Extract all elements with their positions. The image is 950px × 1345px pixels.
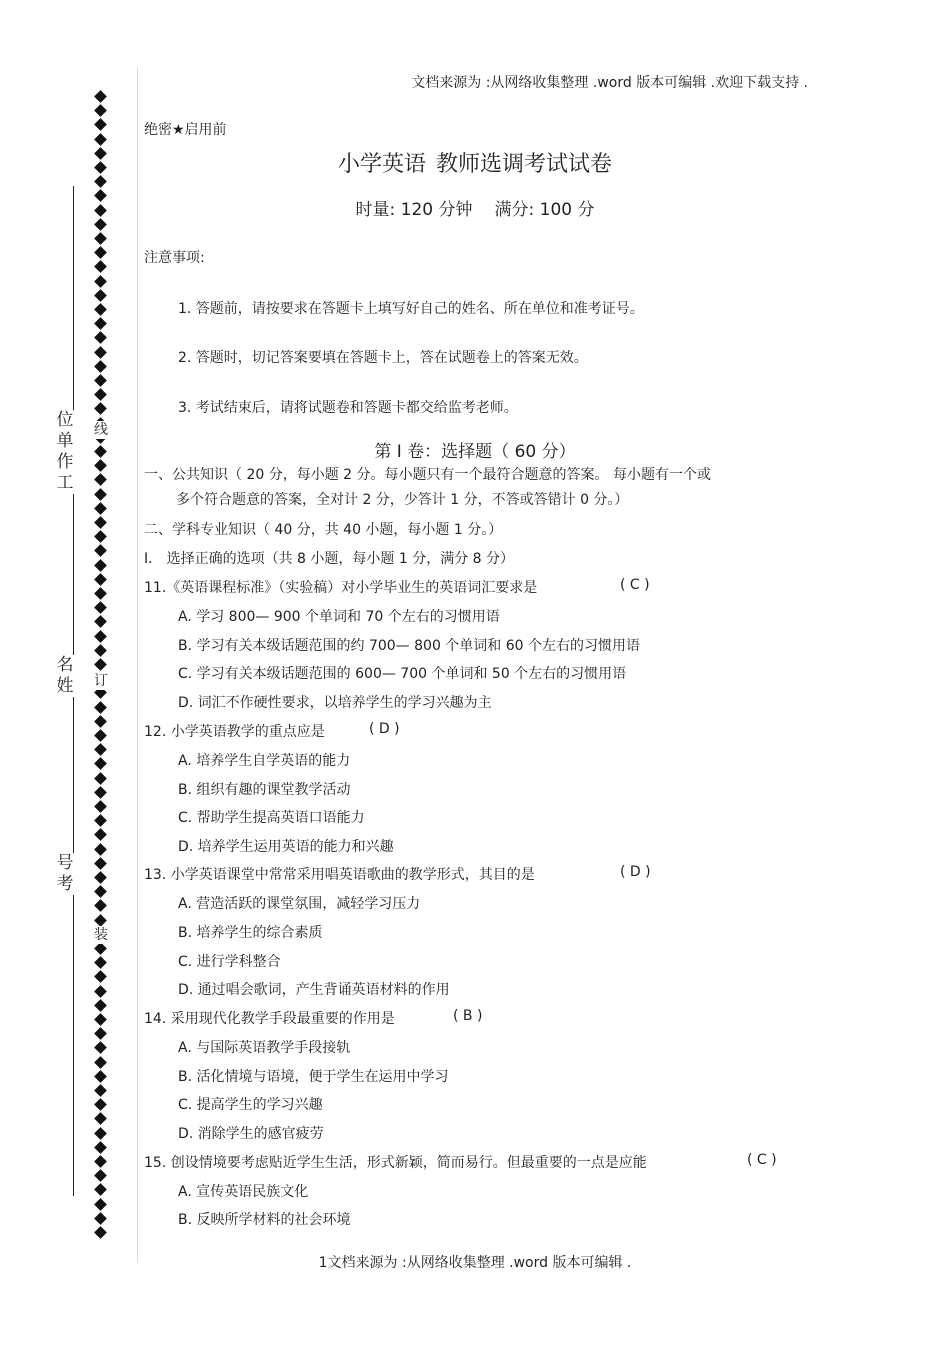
footer-source-note: 1文档来源为 :从网络收集整理 .word 版本可编辑 .: [318, 1255, 632, 1271]
binding-diamond: [94, 1169, 107, 1182]
note-item: 1. 答题前，请按要求在答题卡上填写好自己的姓名、所在单位和准考证号。: [178, 301, 644, 317]
notes-heading: 注意事项:: [144, 250, 205, 266]
binding-diamond: [94, 516, 107, 529]
binding-diamond: [94, 1155, 107, 1168]
page-title: [0, 147, 950, 178]
binding-diamond: [94, 218, 107, 231]
binding-diamond: [94, 388, 107, 401]
option-item: B. 学习有关本级话题范围的约 700— 800 个单词和 60 个左右的习惯用语: [178, 638, 641, 654]
label-exam-number: 号考: [56, 853, 74, 894]
binding-diamond: [94, 772, 107, 785]
option-item: D. 词汇不作硬性要求，以培养学生的学习兴趣为主: [178, 695, 492, 711]
section-title: 第 I 卷：选择题（ 60 分）: [374, 442, 576, 462]
binding-diamond: [94, 630, 107, 643]
binding-diamond: [94, 544, 107, 557]
question-answer: ( B ): [453, 1008, 483, 1024]
header-source-note: 文档来源为 :从网络收集整理 .word 版本可编辑 .欢迎下载支持 .: [411, 75, 808, 91]
binding-diamond: [94, 743, 107, 756]
binding-diamond: [94, 530, 107, 543]
title-sub: 教师选调考试试卷: [436, 152, 613, 177]
binding-diamond: [94, 601, 107, 614]
question-stem: 14. 采用现代化教学手段最重要的作用是: [144, 1011, 395, 1027]
option-item: C. 进行学科整合: [178, 954, 281, 970]
option-item: C. 帮助学生提高英语口语能力: [178, 810, 365, 826]
time-label: 时量: 120 分钟: [355, 200, 473, 220]
question-stem: 13. 小学英语课堂中常常采用唱英语歌曲的教学形式，其目的是: [144, 867, 535, 883]
binding-diamond: [94, 1070, 107, 1083]
binding-diamond: [94, 104, 107, 117]
binding-diamond: [94, 133, 107, 146]
binding-diamond: [94, 346, 107, 359]
option-item: B. 反映所学材料的社会环境: [178, 1212, 351, 1228]
binding-diamond: [94, 1013, 107, 1026]
option-item: A. 培养学生自学英语的能力: [178, 753, 351, 769]
binding-diamond: [94, 843, 107, 856]
binding-diamond: [94, 573, 107, 586]
binding-diamond: [94, 1127, 107, 1140]
binding-diamond: [94, 885, 107, 898]
option-item: D. 通过唱会歌词，产生背诵英语材料的作用: [178, 982, 450, 998]
option-item: B. 组织有趣的课堂教学活动: [178, 782, 351, 798]
option-item: B. 活化情境与语境，便于学生在运用中学习: [178, 1069, 449, 1085]
binding-diamond: [94, 331, 107, 344]
binding-diamond: [94, 644, 107, 657]
binding-diamond: [94, 786, 107, 799]
option-item: A. 宣传英语民族文化: [178, 1184, 309, 1200]
binding-diamond: [94, 1141, 107, 1154]
binding-diamond: [94, 275, 107, 288]
title-main: 小学英语: [337, 152, 426, 177]
part2-instruction: 二、学科专业知识（ 40 分，共 40 小题，每小题 1 分。）: [144, 522, 503, 538]
option-item: D. 培养学生运用英语的能力和兴趣: [178, 839, 394, 855]
binding-diamond: [94, 985, 107, 998]
part3-instruction: Ⅰ． 选择正确的选项（共 8 小题，每小题 1 分，满分 8 分）: [144, 551, 515, 567]
binding-diamond: [94, 1226, 107, 1239]
binding-diamond: [94, 289, 107, 302]
label-name: 名姓: [56, 655, 74, 696]
binding-char-zhuang: 装: [94, 927, 108, 943]
binding-diamond: [94, 118, 107, 131]
binding-diamond: [94, 360, 107, 373]
part1-instruction-cont: 多个符合题意的答案，全对计 2 分，少答计 1 分，不答或答错计 0 分。）: [176, 492, 629, 508]
option-item: A. 与国际英语教学手段接轨: [178, 1040, 351, 1056]
question-answer: ( C ): [620, 577, 650, 593]
confidential-label: 绝密★启用前: [144, 122, 227, 138]
binding-diamond: [94, 1098, 107, 1111]
option-item: D. 消除学生的感官疲劳: [178, 1126, 324, 1142]
option-item: A. 学习 800— 900 个单词和 70 个左右的习惯用语: [178, 609, 500, 625]
time-score-line: [0, 195, 950, 220]
binding-diamond: [94, 757, 107, 770]
binding-diamond: [94, 1183, 107, 1196]
binding-char-ding: 订: [94, 673, 108, 689]
binding-diamond: [94, 857, 107, 870]
question-answer: ( D ): [369, 721, 400, 737]
binding-diamond: [94, 1084, 107, 1097]
binding-diamond: [94, 715, 107, 728]
binding-diamond: [94, 246, 107, 259]
question-answer: ( C ): [747, 1152, 777, 1168]
part1-instruction: 一、公共知识（ 20 分，每小题 2 分。每小题只有一个最符合题意的答案。 每小题有一个或: [144, 467, 711, 483]
binding-diamond: [94, 956, 107, 969]
binding-diamond: [94, 999, 107, 1012]
binding-diamond: [94, 1056, 107, 1069]
binding-diamond: [94, 871, 107, 884]
binding-diamond: [94, 1041, 107, 1054]
binding-diamond: [94, 1112, 107, 1125]
question-stem: 15. 创设情境要考虑贴近学生生活，形式新颖，简而易行。但最重要的一点是应能: [144, 1155, 647, 1171]
binding-diamond: [94, 488, 107, 501]
binding-diamond: [94, 317, 107, 330]
binding-diamond: [94, 559, 107, 572]
binding-diamond: [94, 1198, 107, 1211]
margin-rule: [137, 68, 138, 1263]
note-item: 3. 考试结束后，请将试题卷和答题卡都交给监考老师。: [178, 400, 518, 416]
question-answer: ( D ): [620, 864, 651, 880]
option-item: A. 营造活跃的课堂氛围，减轻学习压力: [178, 896, 421, 912]
note-item: 2. 答题时，切记答案要填在答题卡上，答在试题卷上的答案无效。: [178, 350, 588, 366]
question-stem: 12. 小学英语教学的重点应是: [144, 724, 325, 740]
label-work-unit: 位单作工: [56, 410, 74, 493]
binding-diamond: [94, 374, 107, 387]
binding-diamond: [94, 1212, 107, 1225]
binding-diamond: [94, 473, 107, 486]
binding-diamond: [94, 729, 107, 742]
binding-diamond: [94, 303, 107, 316]
binding-diamond: [94, 970, 107, 983]
binding-diamond: [94, 658, 107, 671]
option-item: B. 培养学生的综合素质: [178, 925, 323, 941]
binding-diamond: [94, 260, 107, 273]
score-label: 满分: 100 分: [494, 200, 595, 220]
binding-diamond: [94, 232, 107, 245]
binding-char-xian: 线: [94, 422, 108, 438]
binding-diamond: [94, 402, 107, 415]
binding-diamond: [94, 701, 107, 714]
binding-diamond: [94, 800, 107, 813]
binding-diamond: [94, 914, 107, 927]
question-stem: 11.《英语课程标准》（实验稿）对小学毕业生的英语词汇要求是: [144, 580, 538, 596]
binding-diamond: [94, 1027, 107, 1040]
binding-diamond: [94, 942, 107, 955]
binding-diamond: [94, 502, 107, 515]
option-item: C. 学习有关本级话题范围的 600— 700 个单词和 50 个左右的习惯用语: [178, 666, 627, 682]
binding-diamond: [94, 828, 107, 841]
binding-diamond: [94, 899, 107, 912]
binding-diamond: [94, 587, 107, 600]
binding-diamond: [94, 814, 107, 827]
option-item: C. 提高学生的学习兴趣: [178, 1097, 323, 1113]
binding-diamond: [94, 90, 107, 103]
binding-diamond: [94, 615, 107, 628]
